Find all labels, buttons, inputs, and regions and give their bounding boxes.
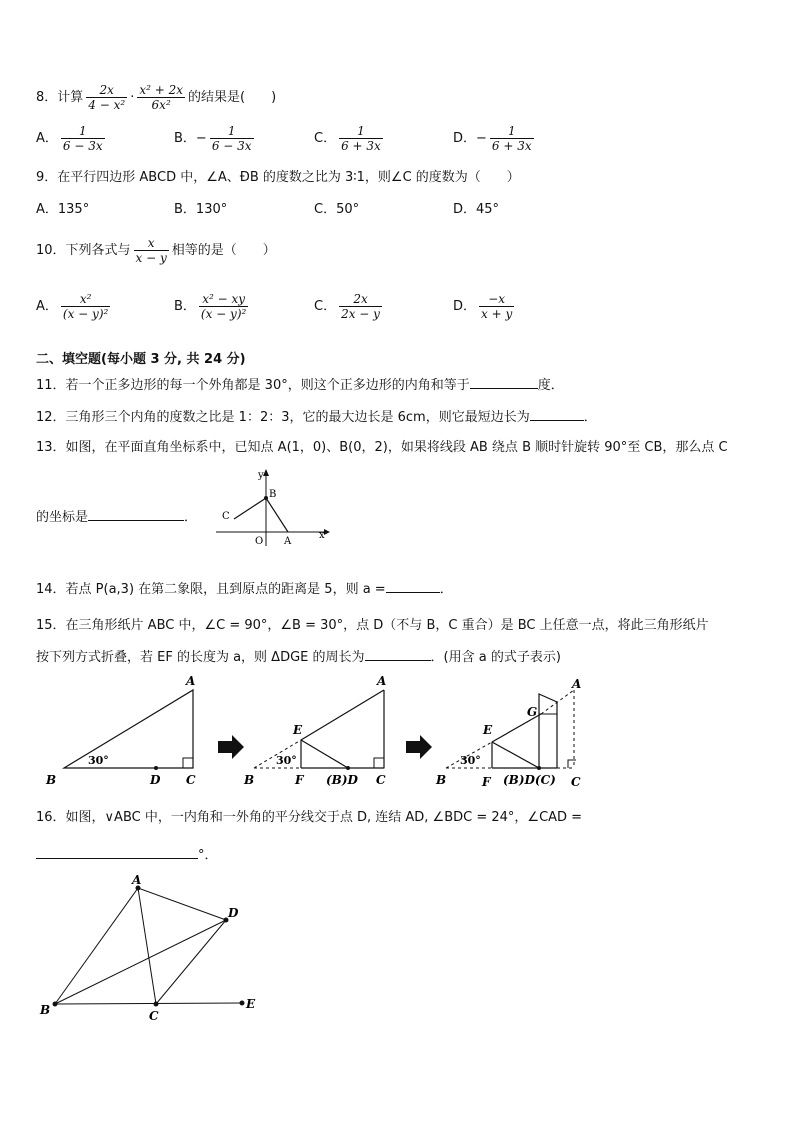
- svg-text:B: B: [244, 773, 255, 787]
- y-axis-label: y: [258, 470, 264, 481]
- origin-label: O: [255, 536, 264, 547]
- svg-text:C: C: [571, 775, 581, 789]
- q10-option-c[interactable]: C． $\frac{2x}{2x - y}$: [314, 292, 380, 321]
- svg-text:A: A: [186, 674, 196, 688]
- q8-option-b[interactable]: B．− $\frac{1}{6 - 3x}$: [174, 124, 252, 153]
- triangle-figure-1: [45, 674, 196, 787]
- answer-blank[interactable]: [470, 376, 538, 389]
- triangle-figure-16: [30, 874, 270, 1024]
- question-15: 15．在三角形纸片 ABC 中，∠C = 90°，∠B = 30°，点 D（不与 B，C 重合）是 BC 上任意一点，将此三角形纸片: [36, 618, 709, 633]
- svg-text:B: B: [40, 1003, 51, 1017]
- x-axis-label: x: [319, 530, 325, 541]
- q8-option-c[interactable]: C． $\frac{1}{6 + 3x}$: [314, 124, 381, 153]
- section-heading: 二、填空题(每小题 3 分, 共 24 分): [36, 352, 246, 367]
- svg-text:B: B: [46, 773, 57, 787]
- svg-text:F: F: [482, 775, 491, 789]
- point-c-label: C: [222, 511, 230, 522]
- q10-option-a[interactable]: A． $\frac{\text{x²}}{\text{(x − y)²}}$: [36, 292, 109, 321]
- svg-text:F: F: [295, 773, 304, 787]
- coordinate-figure: [210, 466, 332, 550]
- fraction: $\frac{\text{x² + 2x}}{\text{6x²}}$: [139, 83, 183, 112]
- q9-option-b[interactable]: B．130°: [174, 202, 228, 217]
- arrow-icon: [406, 735, 432, 759]
- question-16-line2: °．: [36, 844, 218, 863]
- point-b-label: B: [269, 489, 277, 500]
- arrow-icon: [218, 735, 244, 759]
- triangle-figure-2: [243, 674, 386, 787]
- q9-option-a[interactable]: A．135°: [36, 202, 90, 217]
- svg-text:B: B: [436, 773, 447, 787]
- svg-text:C: C: [186, 773, 196, 787]
- question-9: 9．在平行四边形 ABCD 中，∠A、ÐB 的度数之比为 3∶1，则∠C 的度数为（ ）: [36, 170, 520, 185]
- svg-text:E: E: [293, 723, 303, 737]
- question-11: 11．若一个正多边形的每一个外角都是 30°，则这个正多边形的内角和等于 度．: [36, 378, 564, 393]
- svg-text:30°: 30°: [460, 754, 481, 767]
- question-12: 12．三角形三个内角的度数之比是 1：2：3，它的最大边长是 6cm，则它最短边长为 ．: [36, 410, 597, 425]
- answer-blank[interactable]: [365, 648, 431, 661]
- question-14: 14．若点 P(a,3) 在第二象限，且到原点的距离是 5，则 a = ．: [36, 582, 453, 597]
- q9-option-c[interactable]: C．50°: [314, 202, 360, 217]
- svg-text:C: C: [376, 773, 386, 787]
- answer-blank[interactable]: [36, 846, 198, 859]
- svg-text:(B)D: (B)D: [326, 773, 358, 787]
- answer-blank[interactable]: [386, 580, 440, 593]
- q10-option-d[interactable]: D． $\frac{-x}{x + y}$: [453, 292, 513, 321]
- q9-option-d[interactable]: D．45°: [453, 202, 500, 217]
- svg-text:A: A: [377, 674, 387, 688]
- question-13: 13．如图，在平面直角坐标系中，已知点 A(1，0)、B(0，2)，如果将线段 AB 绕点 B 顺时针旋转 90°至 CB，那么点 C: [36, 440, 728, 455]
- svg-text:G: G: [527, 705, 538, 719]
- answer-blank[interactable]: [530, 408, 584, 421]
- svg-text:D: D: [150, 773, 161, 787]
- svg-text:30°: 30°: [88, 754, 109, 767]
- svg-text:A: A: [132, 874, 142, 887]
- svg-text:C: C: [149, 1009, 159, 1023]
- folding-figure: [36, 672, 596, 792]
- q8-option-d[interactable]: D．− $\frac{1}{6 + 3x}$: [453, 124, 532, 153]
- q8-option-a[interactable]: A． $\frac{1}{6 - 3x}$: [36, 124, 103, 153]
- question-16: 16．如图，∨ABC 中，一内角和一外角的平分线交于点 D, 连结 AD, ∠BDC = 24°，∠CAD =: [36, 810, 583, 825]
- question-10: 10．下列各式与 $\frac{x}{x - y}$ 相等的是（ ）: [36, 236, 276, 265]
- svg-text:A: A: [572, 677, 582, 691]
- svg-text:E: E: [246, 997, 256, 1011]
- question-8: 8．计算 $\frac{2x}{\text{4 − x²}}$ · $\frac{\text{x² + 2x}}{\text{6x²}}$ 的结果是( ): [36, 83, 277, 112]
- svg-text:E: E: [483, 723, 493, 737]
- svg-text:30°: 30°: [276, 754, 297, 767]
- question-13-line2: 的坐标是 ．: [36, 510, 198, 525]
- svg-text:D: D: [228, 906, 239, 920]
- question-15-line2: 按下列方式折叠，若 EF 的长度为 a，则 ΔDGE 的周长为 ．(用含 a 的式子表示): [36, 650, 561, 665]
- triangle-figure-3: [435, 677, 581, 789]
- fraction: $\frac{2x}{\text{4 − x²}}$: [88, 83, 126, 112]
- svg-text:(B)D(C): (B)D(C): [503, 773, 556, 787]
- answer-blank[interactable]: [88, 508, 184, 521]
- point-a-label: A: [284, 536, 292, 547]
- q10-option-b[interactable]: B． $\frac{\text{x² − xy}}{\text{(x − y)²}}$: [174, 292, 247, 321]
